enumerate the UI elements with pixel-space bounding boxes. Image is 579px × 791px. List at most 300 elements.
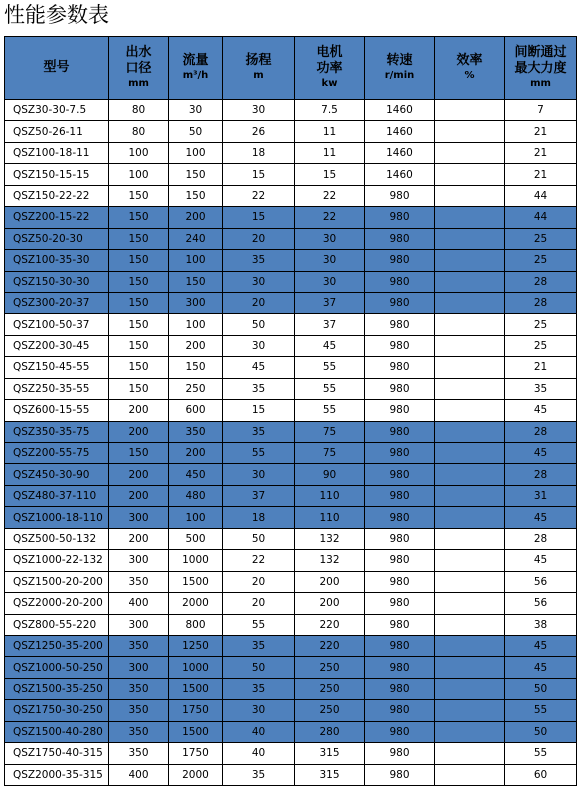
table-row	[5, 721, 577, 742]
table-cell: 400	[109, 764, 169, 785]
table-row	[5, 314, 577, 335]
table-cell: 980	[365, 743, 435, 764]
table-cell	[435, 678, 505, 699]
table-cell: 60	[505, 764, 577, 785]
table-cell: 45	[505, 550, 577, 571]
table-cell: 250	[169, 378, 223, 399]
table-cell: 980	[365, 635, 435, 656]
table-cell: 30	[223, 464, 295, 485]
table-cell: 200	[295, 593, 365, 614]
table-cell: 15	[223, 164, 295, 185]
column-header-unit: %	[464, 70, 475, 81]
table-cell: 35	[505, 378, 577, 399]
table-cell: 132	[295, 550, 365, 571]
table-cell	[435, 207, 505, 228]
column-header	[435, 37, 505, 100]
table-cell: 315	[295, 743, 365, 764]
table-body	[5, 100, 577, 786]
table-cell: 100	[169, 250, 223, 271]
table-cell: 35	[223, 764, 295, 785]
table-cell: 250	[295, 678, 365, 699]
table-row	[5, 743, 577, 764]
column-header-label: 最大力度	[514, 61, 567, 76]
column-header-label: 扬程	[245, 53, 272, 68]
table-cell	[435, 507, 505, 528]
page-title: 性能参数表	[4, 3, 109, 27]
table-cell	[435, 228, 505, 249]
table-cell	[435, 421, 505, 442]
table-cell: 22	[223, 550, 295, 571]
column-header-label: 口径	[125, 61, 152, 76]
table-cell: 28	[505, 528, 577, 549]
table-cell: 200	[109, 421, 169, 442]
table-cell: 100	[109, 142, 169, 163]
table-cell: 350	[109, 743, 169, 764]
table-cell: 45	[505, 400, 577, 421]
table-cell	[435, 121, 505, 142]
table-row	[5, 571, 577, 592]
table-cell: 300	[169, 292, 223, 313]
table-cell: 132	[295, 528, 365, 549]
table-cell: 150	[169, 164, 223, 185]
table-cell: 15	[223, 400, 295, 421]
table-cell	[435, 464, 505, 485]
table-cell: 220	[295, 614, 365, 635]
table-cell: 500	[169, 528, 223, 549]
table-cell: 26	[223, 121, 295, 142]
table-cell: 18	[223, 142, 295, 163]
table-cell: 20	[223, 292, 295, 313]
table-cell: 35	[223, 421, 295, 442]
table-cell: 350	[169, 421, 223, 442]
table-cell: 25	[505, 314, 577, 335]
table-row	[5, 228, 577, 249]
table-cell: 30	[295, 271, 365, 292]
table-cell: 55	[295, 378, 365, 399]
table-cell: 100	[169, 142, 223, 163]
table-cell: 80	[109, 121, 169, 142]
table-cell: 980	[365, 400, 435, 421]
table-cell	[435, 485, 505, 506]
table-cell: 35	[223, 635, 295, 656]
table-cell: 300	[109, 657, 169, 678]
table-cell: 980	[365, 421, 435, 442]
table-cell: 75	[295, 443, 365, 464]
table-cell: 90	[295, 464, 365, 485]
table-cell: 50	[505, 678, 577, 699]
table-cell: 980	[365, 485, 435, 506]
table-cell	[435, 528, 505, 549]
column-header	[109, 37, 169, 100]
table-cell: 350	[109, 700, 169, 721]
table-cell: 50	[223, 528, 295, 549]
table-cell: 150	[169, 357, 223, 378]
table-cell: 22	[295, 185, 365, 206]
table-cell: 28	[505, 271, 577, 292]
table-cell: 980	[365, 678, 435, 699]
table-cell: 45	[295, 335, 365, 356]
table-row	[5, 507, 577, 528]
table-cell: 56	[505, 571, 577, 592]
table-cell: 35	[223, 378, 295, 399]
table-cell: 1000	[169, 657, 223, 678]
table-cell: 35	[223, 678, 295, 699]
table-cell: 40	[223, 721, 295, 742]
table-cell: 1500	[169, 571, 223, 592]
table-cell: 37	[295, 314, 365, 335]
table-cell: 25	[505, 335, 577, 356]
table-cell: 1250	[169, 635, 223, 656]
column-header-unit: m	[253, 70, 264, 81]
column-header-unit: r/min	[384, 70, 415, 81]
model-cell: QSZ1000-50-250	[5, 657, 109, 678]
table-cell: 100	[109, 164, 169, 185]
column-header-label: 效率	[456, 53, 483, 68]
table-cell: 980	[365, 721, 435, 742]
table-cell: 300	[109, 507, 169, 528]
table-cell: 315	[295, 764, 365, 785]
column-header	[505, 37, 577, 100]
table-cell	[435, 721, 505, 742]
table-row	[5, 164, 577, 185]
table-cell	[435, 357, 505, 378]
table-cell	[435, 700, 505, 721]
table-row	[5, 207, 577, 228]
column-header-unit: mm	[530, 78, 551, 89]
table-cell: 1500	[169, 678, 223, 699]
table-cell: 75	[295, 421, 365, 442]
model-cell: QSZ150-22-22	[5, 185, 109, 206]
model-cell: QSZ30-30-7.5	[5, 100, 109, 121]
performance-table	[4, 36, 577, 786]
table-cell: 21	[505, 164, 577, 185]
model-cell: QSZ2000-20-200	[5, 593, 109, 614]
table-cell: 15	[223, 207, 295, 228]
table-cell: 200	[109, 400, 169, 421]
model-cell: QSZ1250-35-200	[5, 635, 109, 656]
table-cell: 240	[169, 228, 223, 249]
table-cell: 200	[169, 207, 223, 228]
table-row	[5, 593, 577, 614]
table-cell: 110	[295, 507, 365, 528]
table-cell: 980	[365, 314, 435, 335]
table-cell: 28	[505, 421, 577, 442]
model-cell: QSZ300-20-37	[5, 292, 109, 313]
table-cell: 150	[109, 292, 169, 313]
table-row	[5, 250, 577, 271]
table-cell: 450	[169, 464, 223, 485]
column-header-unit: m³/h	[182, 70, 209, 81]
table-cell: 22	[295, 207, 365, 228]
column-header-label: 间断通过	[514, 45, 567, 60]
table-cell: 44	[505, 207, 577, 228]
table-cell	[435, 335, 505, 356]
column-header	[365, 37, 435, 100]
table-row	[5, 464, 577, 485]
table-cell: 980	[365, 528, 435, 549]
table-cell: 20	[223, 593, 295, 614]
table-cell: 980	[365, 185, 435, 206]
table-cell: 55	[505, 700, 577, 721]
model-cell: QSZ500-50-132	[5, 528, 109, 549]
model-cell: QSZ2000-35-315	[5, 764, 109, 785]
table-row	[5, 550, 577, 571]
table-cell	[435, 271, 505, 292]
table-row	[5, 635, 577, 656]
table-cell: 1460	[365, 164, 435, 185]
table-cell	[435, 635, 505, 656]
table-cell: 980	[365, 378, 435, 399]
table-cell: 300	[109, 614, 169, 635]
table-row	[5, 121, 577, 142]
column-header-label: 流量	[182, 53, 209, 68]
table-cell: 28	[505, 292, 577, 313]
table-cell: 150	[109, 378, 169, 399]
model-cell: QSZ200-15-22	[5, 207, 109, 228]
table-row	[5, 335, 577, 356]
table-cell: 25	[505, 250, 577, 271]
table-cell: 980	[365, 228, 435, 249]
table-row	[5, 185, 577, 206]
table-cell: 21	[505, 142, 577, 163]
table-cell: 220	[295, 635, 365, 656]
table-cell: 800	[169, 614, 223, 635]
model-cell: QSZ800-55-220	[5, 614, 109, 635]
table-cell: 7.5	[295, 100, 365, 121]
table-cell: 350	[109, 721, 169, 742]
table-cell: 55	[505, 743, 577, 764]
table-cell: 600	[169, 400, 223, 421]
table-cell: 15	[295, 164, 365, 185]
table-cell: 7	[505, 100, 577, 121]
table-cell: 50	[169, 121, 223, 142]
table-cell: 55	[223, 614, 295, 635]
table-cell: 45	[505, 443, 577, 464]
table-cell: 980	[365, 614, 435, 635]
table-cell: 1460	[365, 121, 435, 142]
table-row	[5, 292, 577, 313]
table-cell: 22	[223, 185, 295, 206]
table-cell: 980	[365, 657, 435, 678]
column-header	[295, 37, 365, 100]
table-cell: 50	[223, 314, 295, 335]
table-row	[5, 378, 577, 399]
table-cell: 980	[365, 550, 435, 571]
table-cell	[435, 614, 505, 635]
model-cell: QSZ1500-40-280	[5, 721, 109, 742]
table-cell: 37	[223, 485, 295, 506]
table-cell: 150	[109, 185, 169, 206]
table-cell: 2000	[169, 764, 223, 785]
table-row	[5, 443, 577, 464]
table-cell: 200	[169, 335, 223, 356]
table-cell: 45	[505, 507, 577, 528]
table-cell: 100	[169, 507, 223, 528]
table-cell: 31	[505, 485, 577, 506]
column-header-label: 出水	[125, 45, 152, 60]
table-cell: 150	[109, 271, 169, 292]
table-cell: 30	[295, 250, 365, 271]
table-cell: 1460	[365, 142, 435, 163]
table-cell: 1460	[365, 100, 435, 121]
table-row	[5, 700, 577, 721]
table-cell	[435, 142, 505, 163]
table-cell: 45	[505, 657, 577, 678]
table-cell	[435, 185, 505, 206]
column-header-label: 电机	[316, 45, 343, 60]
table-row	[5, 614, 577, 635]
table-cell: 35	[223, 250, 295, 271]
table-row	[5, 100, 577, 121]
table-cell: 21	[505, 357, 577, 378]
table-cell: 980	[365, 593, 435, 614]
model-cell: QSZ1750-30-250	[5, 700, 109, 721]
table-cell: 45	[223, 357, 295, 378]
table-cell	[435, 164, 505, 185]
table-cell: 200	[169, 443, 223, 464]
table-cell: 980	[365, 271, 435, 292]
table-cell: 28	[505, 464, 577, 485]
table-cell: 150	[109, 207, 169, 228]
table-cell: 980	[365, 250, 435, 271]
model-cell: QSZ50-20-30	[5, 228, 109, 249]
table-cell: 1500	[169, 721, 223, 742]
table-cell	[435, 764, 505, 785]
model-cell: QSZ50-26-11	[5, 121, 109, 142]
table-cell	[435, 593, 505, 614]
model-cell: QSZ1500-35-250	[5, 678, 109, 699]
table-cell: 200	[295, 571, 365, 592]
table-cell: 400	[109, 593, 169, 614]
column-header-unit: kw	[321, 78, 338, 89]
table-cell	[435, 571, 505, 592]
table-cell: 110	[295, 485, 365, 506]
table-row	[5, 485, 577, 506]
table-cell: 50	[505, 721, 577, 742]
model-cell: QSZ350-35-75	[5, 421, 109, 442]
table-cell: 30	[223, 335, 295, 356]
table-cell	[435, 378, 505, 399]
table-cell: 980	[365, 464, 435, 485]
table-cell: 44	[505, 185, 577, 206]
table-cell: 45	[505, 635, 577, 656]
table-cell: 300	[109, 550, 169, 571]
table-cell: 250	[295, 700, 365, 721]
table-cell: 350	[109, 571, 169, 592]
table-row	[5, 271, 577, 292]
model-cell: QSZ1000-22-132	[5, 550, 109, 571]
model-cell: QSZ100-50-37	[5, 314, 109, 335]
table-cell: 980	[365, 292, 435, 313]
table-cell	[435, 657, 505, 678]
table-cell: 21	[505, 121, 577, 142]
table-cell: 150	[109, 250, 169, 271]
table-cell: 150	[169, 185, 223, 206]
table-cell: 980	[365, 507, 435, 528]
table-cell	[435, 292, 505, 313]
model-cell: QSZ150-15-15	[5, 164, 109, 185]
column-header-unit: mm	[128, 78, 149, 89]
table-cell: 56	[505, 593, 577, 614]
model-cell: QSZ600-15-55	[5, 400, 109, 421]
model-cell: QSZ200-30-45	[5, 335, 109, 356]
table-cell: 25	[505, 228, 577, 249]
table-cell: 480	[169, 485, 223, 506]
table-cell: 350	[109, 635, 169, 656]
table-cell: 200	[109, 528, 169, 549]
table-cell: 980	[365, 571, 435, 592]
table-cell: 980	[365, 335, 435, 356]
table-row	[5, 400, 577, 421]
table-cell: 11	[295, 142, 365, 163]
table-cell: 980	[365, 443, 435, 464]
column-header	[223, 37, 295, 100]
table-cell: 150	[109, 228, 169, 249]
table-cell: 980	[365, 207, 435, 228]
model-cell: QSZ1000-18-110	[5, 507, 109, 528]
table-row	[5, 657, 577, 678]
table-cell	[435, 443, 505, 464]
table-row	[5, 678, 577, 699]
model-cell: QSZ200-55-75	[5, 443, 109, 464]
table-cell: 40	[223, 743, 295, 764]
table-cell: 150	[109, 357, 169, 378]
table-cell: 30	[223, 700, 295, 721]
table-cell: 11	[295, 121, 365, 142]
table-row	[5, 764, 577, 785]
table-cell: 2000	[169, 593, 223, 614]
table-cell: 1750	[169, 743, 223, 764]
table-cell: 30	[223, 100, 295, 121]
model-cell: QSZ250-35-55	[5, 378, 109, 399]
table-row	[5, 421, 577, 442]
model-cell: QSZ150-30-30	[5, 271, 109, 292]
table-header-row	[5, 37, 577, 100]
table-cell: 20	[223, 228, 295, 249]
column-header	[5, 37, 109, 100]
table-cell: 55	[223, 443, 295, 464]
table-cell	[435, 743, 505, 764]
table-cell: 280	[295, 721, 365, 742]
table-cell: 80	[109, 100, 169, 121]
table-cell: 980	[365, 764, 435, 785]
table-row	[5, 528, 577, 549]
table-cell: 18	[223, 507, 295, 528]
model-cell: QSZ1500-20-200	[5, 571, 109, 592]
table-cell: 30	[223, 271, 295, 292]
table-cell	[435, 314, 505, 335]
table-cell: 30	[295, 228, 365, 249]
table-cell: 1750	[169, 700, 223, 721]
table-cell: 50	[223, 657, 295, 678]
model-cell: QSZ150-45-55	[5, 357, 109, 378]
model-cell: QSZ100-18-11	[5, 142, 109, 163]
table-cell	[435, 550, 505, 571]
table-cell: 1000	[169, 550, 223, 571]
table-row	[5, 357, 577, 378]
model-cell: QSZ1750-40-315	[5, 743, 109, 764]
table-cell: 980	[365, 700, 435, 721]
model-cell: QSZ450-30-90	[5, 464, 109, 485]
table-cell: 150	[109, 314, 169, 335]
column-header-label: 功率	[316, 61, 343, 76]
table-cell: 55	[295, 357, 365, 378]
table-cell: 980	[365, 357, 435, 378]
column-header-label: 转速	[386, 53, 413, 68]
model-cell: QSZ480-37-110	[5, 485, 109, 506]
table-cell: 37	[295, 292, 365, 313]
table-cell	[435, 100, 505, 121]
